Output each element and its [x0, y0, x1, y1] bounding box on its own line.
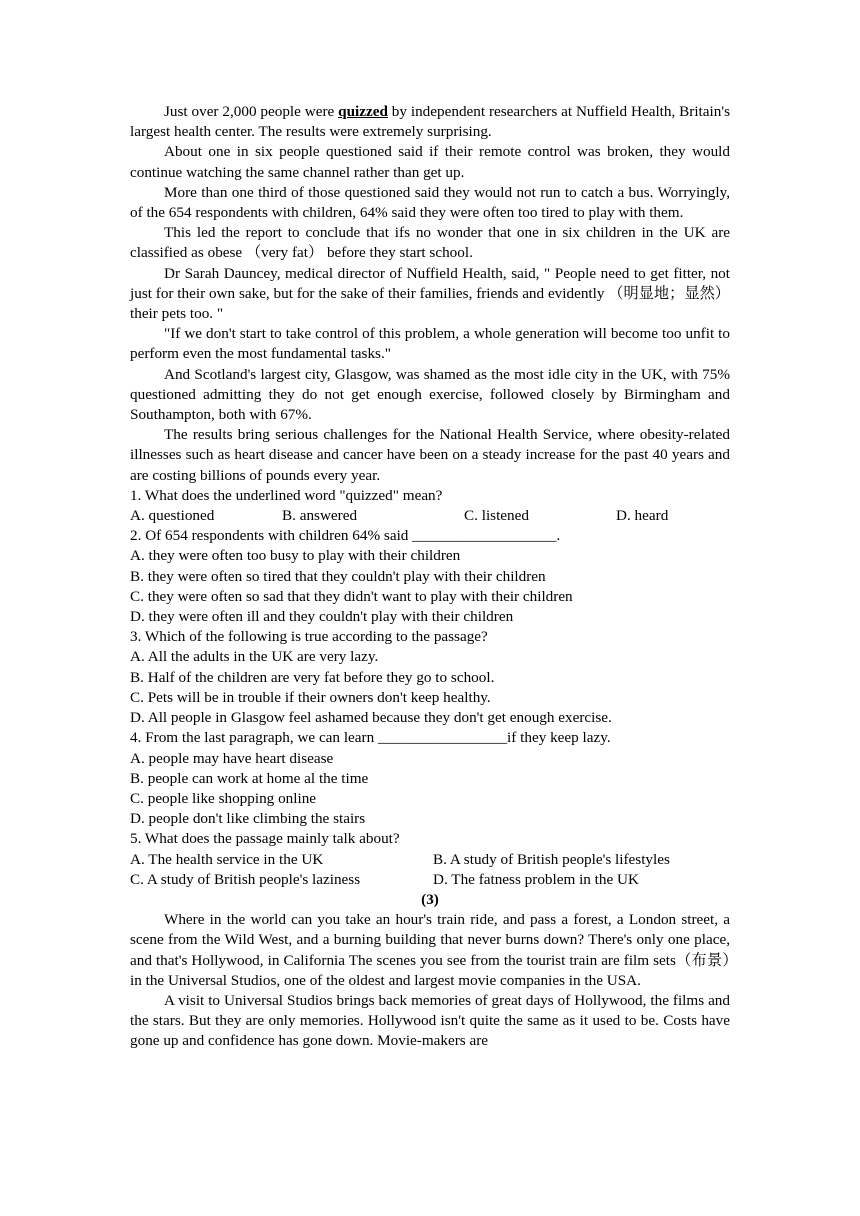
option-d: D. heard: [616, 507, 669, 525]
option-d: D. people don't like climbing the stairs: [130, 810, 366, 828]
option-c: C. Pets will be in trouble if their owners don't keep healthy.: [130, 688, 491, 706]
option-b: B. Half of the children are very fat before they go to school.: [130, 668, 495, 686]
option-b: B. they were often so tired that they couldn't play with their children: [130, 567, 546, 585]
option-a: A. All the adults in the UK are very lazy.: [130, 648, 379, 666]
question-5-options-row-1: [130, 850, 730, 870]
section-3-paragraph-2: A visit to Universal Studios brings back memories of great days of Hollywood, the films and the stars. But they are only memories. Hollywood isn't quite the same as it used to be. Costs have gone up and confidence has gone down. Movie-makers are: [130, 991, 730, 1050]
paragraph-6: "If we don't start to take control of this problem, a whole generation will become too unfit to perform even the most fundamental tasks.": [130, 325, 730, 363]
document-page: [130, 102, 730, 1052]
question-5-options-row-2: [130, 870, 730, 890]
paragraph-1: Just over 2,000 people were quizzed by independent researchers at Nuffield Health, Britain's largest health center. The results were extremely surprising.: [130, 103, 730, 141]
paragraph-3: More than one third of those questioned said they would not run to catch a bus. Worryingly, of the 654 respondents with children, 64% said they were often too tired to play with them.: [130, 183, 730, 222]
question-4-stem: 4. From the last paragraph, we can learn _________________if they keep lazy.: [130, 729, 611, 747]
section-heading: (3): [421, 890, 439, 908]
underlined-word: quizzed: [338, 103, 388, 120]
option-a: A. questioned: [130, 507, 215, 525]
option-c: C. people like shopping online: [130, 789, 317, 807]
question-1-options: [130, 506, 730, 526]
option-a: A. The health service in the UK: [130, 850, 324, 868]
option-b: B. answered: [282, 507, 358, 525]
option-c: C. listened: [464, 507, 529, 525]
option-d: D. they were often ill and they couldn't play with their children: [130, 608, 514, 626]
section-3-paragraph-1: Where in the world can you take an hour's train ride, and pass a forest, a London street, a scene from the Wild West, and a burning building that never burns down? There's only one place, and that's Hollywood, in California The scenes you see from the tourist train are film sets（布景）in the Universal Studios, one of the oldest and largest movie companies in the USA.: [130, 911, 730, 989]
option-a: A. they were often too busy to play with their children: [130, 547, 461, 565]
option-c: C. A study of British people's laziness: [130, 870, 361, 888]
paragraph-2: About one in six people questioned said if their remote control was broken, they would continue watching the same channel rather than get up.: [130, 143, 730, 181]
option-c: C. they were often so sad that they didn't want to play with their children: [130, 587, 573, 605]
paragraph-8: The results bring serious challenges for the National Health Service, where obesity-related illnesses such as heart disease and cancer have been on a steady increase for the past 40 years and are costing billions of pounds every year.: [130, 426, 730, 484]
paragraph-7: And Scotland's largest city, Glasgow, was shamed as the most idle city in the UK, with 75% questioned admitting they do not get enough exercise, followed closely by Birmingham and Southampton, both with 67%.: [130, 365, 730, 424]
question-3-stem: 3. Which of the following is true according to the passage?: [130, 628, 488, 646]
option-b: B. people can work at home al the time: [130, 769, 369, 787]
option-d: D. All people in Glasgow feel ashamed because they don't get enough exercise.: [130, 709, 612, 727]
paragraph-4: This led the report to conclude that ifs no wonder that one in six children in the UK are classified as obese （very fat） before they start school.: [130, 224, 730, 262]
question-2-stem: 2. Of 654 respondents with children 64% said ___________________.: [130, 527, 561, 545]
question-1-stem: 1. What does the underlined word "quizzed" mean?: [130, 486, 443, 504]
option-a: A. people may have heart disease: [130, 749, 334, 767]
option-d: D. The fatness problem in the UK: [433, 870, 639, 888]
option-b: B. A study of British people's lifestyles: [433, 850, 670, 868]
question-5-stem: 5. What does the passage mainly talk about?: [130, 830, 400, 848]
paragraph-5: Dr Sarah Dauncey, medical director of Nuffield Health, said, " People need to get fitter, not just for their own sake, but for the sake of their families, friends and evidently （明显地；显然） their pets too. ": [130, 264, 730, 323]
